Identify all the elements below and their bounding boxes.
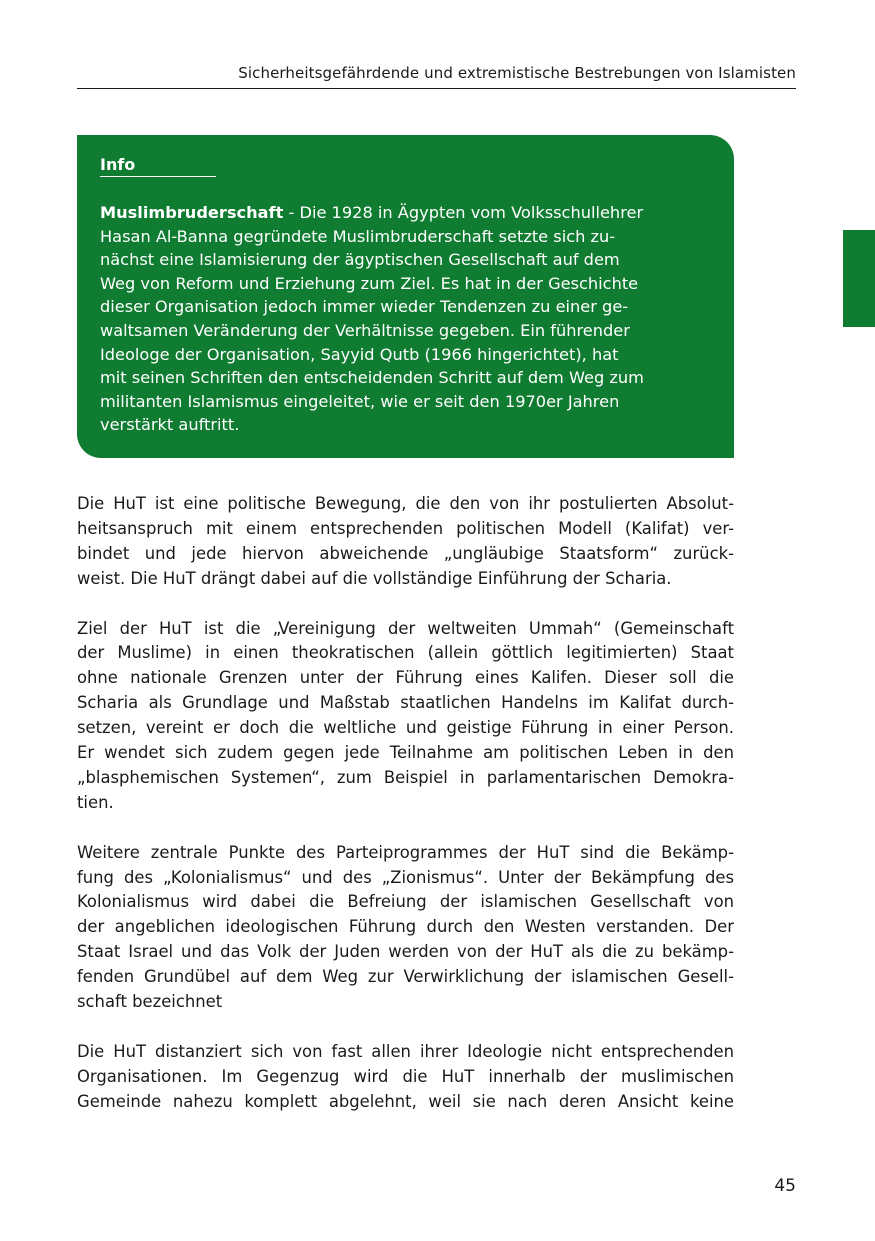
info-term: Muslimbruderschaft	[100, 203, 284, 222]
text-line: tien.	[77, 792, 114, 812]
info-line: Hasan Al-Banna gegründete Muslimbruderschaft setzte sich zu-	[100, 226, 616, 246]
text-line: setzen, vereint er doch die weltliche und geistige Führung in einer Person.	[77, 718, 734, 738]
text-line: heitsanspruch mit einem entsprechenden politischen Modell (Kalifat) ver-	[77, 518, 734, 538]
paragraph-3	[77, 841, 734, 1015]
body-text	[77, 492, 734, 1140]
info-line: mit seinen Schriften den entscheidenden Schritt auf dem Weg zum	[100, 368, 644, 388]
text-line: Kolonialismus wird dabei die Befreiung der islamischen Gesellschaft von	[77, 892, 734, 912]
text-line: der Muslime) in einen theokratischen (allein göttlich legitimierten) Staat	[77, 643, 734, 663]
info-line: dieser Organisation jedoch immer wieder Tendenzen zu einer ge-	[100, 297, 629, 317]
text-line: Gemeinde nahezu komplett abgelehnt, weil sie nach deren Ansicht keine	[77, 1091, 734, 1111]
info-line: Ideologe der Organisation, Sayyid Qutb (1966 hingerichtet), hat	[100, 344, 619, 364]
text-line: Weitere zentrale Punkte des Parteiprogrammes der HuT sind die Bekämp-	[77, 842, 734, 862]
info-box-text	[100, 201, 714, 437]
info-line: Muslimbruderschaft - Die 1928 in Ägypten vom Volksschullehrer	[100, 203, 644, 222]
text-line: Ziel der HuT ist die „Vereinigung der weltweiten Ummah“ (Gemeinschaft	[77, 618, 734, 638]
text-line: Scharia als Grundlage und Maßstab staatlichen Handelns im Kalifat durch-	[77, 693, 734, 713]
info-line: waltsamen Veränderung der Verhältnisse gegeben. Ein führender	[100, 320, 630, 340]
text-line: weist. Die HuT drängt dabei auf die vollständige Einführung der Scharia.	[77, 568, 672, 588]
running-header: Sicherheitsgefährdende und extremistische Bestrebungen von Islamisten	[238, 64, 796, 82]
chapter-tab-marker	[843, 230, 875, 327]
paragraph-4	[77, 1040, 734, 1115]
text-line: „blasphemischen Systemen“, zum Beispiel in parlamentarischen Demokra-	[77, 767, 734, 787]
info-line: verstärkt auftritt.	[100, 415, 240, 435]
paragraph-2	[77, 617, 734, 816]
text-line: fung des „Kolonialismus“ und des „Zionismus“. Unter der Bekämpfung des	[77, 867, 734, 887]
text-line: der angeblichen ideologischen Führung durch den Westen verstanden. Der	[77, 917, 734, 937]
info-line: militanten Islamismus eingeleitet, wie er seit den 1970er Jahren	[100, 391, 620, 411]
info-line: nächst eine Islamisierung der ägyptischen Gesellschaft auf dem	[100, 250, 620, 270]
text-line: Er wendet sich zudem gegen jede Teilnahme am politischen Leben in den	[77, 743, 734, 763]
text-line: fenden Grundübel auf dem Weg zur Verwirklichung der islamischen Gesell-	[77, 967, 734, 987]
header-rule	[77, 88, 796, 89]
text-line: Die HuT distanziert sich von fast allen ihrer Ideologie nicht entsprechenden	[77, 1041, 734, 1061]
info-box-heading: Info	[100, 154, 216, 177]
text-line: Staat Israel und das Volk der Juden werden von der HuT als die zu bekämp-	[77, 942, 734, 962]
text-line: schaft bezeichnet	[77, 992, 223, 1012]
info-line: Weg von Reform und Erziehung zum Ziel. Es hat in der Geschichte	[100, 273, 639, 293]
info-box	[77, 135, 734, 458]
text-line: Die HuT ist eine politische Bewegung, die den von ihr postulierten Absolut-	[77, 494, 734, 513]
paragraph-1	[77, 492, 734, 592]
text-line: ohne nationale Grenzen unter der Führung eines Kalifen. Dieser soll die	[77, 668, 734, 688]
text-line: Organisationen. Im Gegenzug wird die HuT innerhalb der muslimischen	[77, 1066, 734, 1086]
page-number: 45	[774, 1176, 796, 1196]
text-line: bindet und jede hiervon abweichende „ungläubige Staatsform“ zurück-	[77, 543, 734, 563]
